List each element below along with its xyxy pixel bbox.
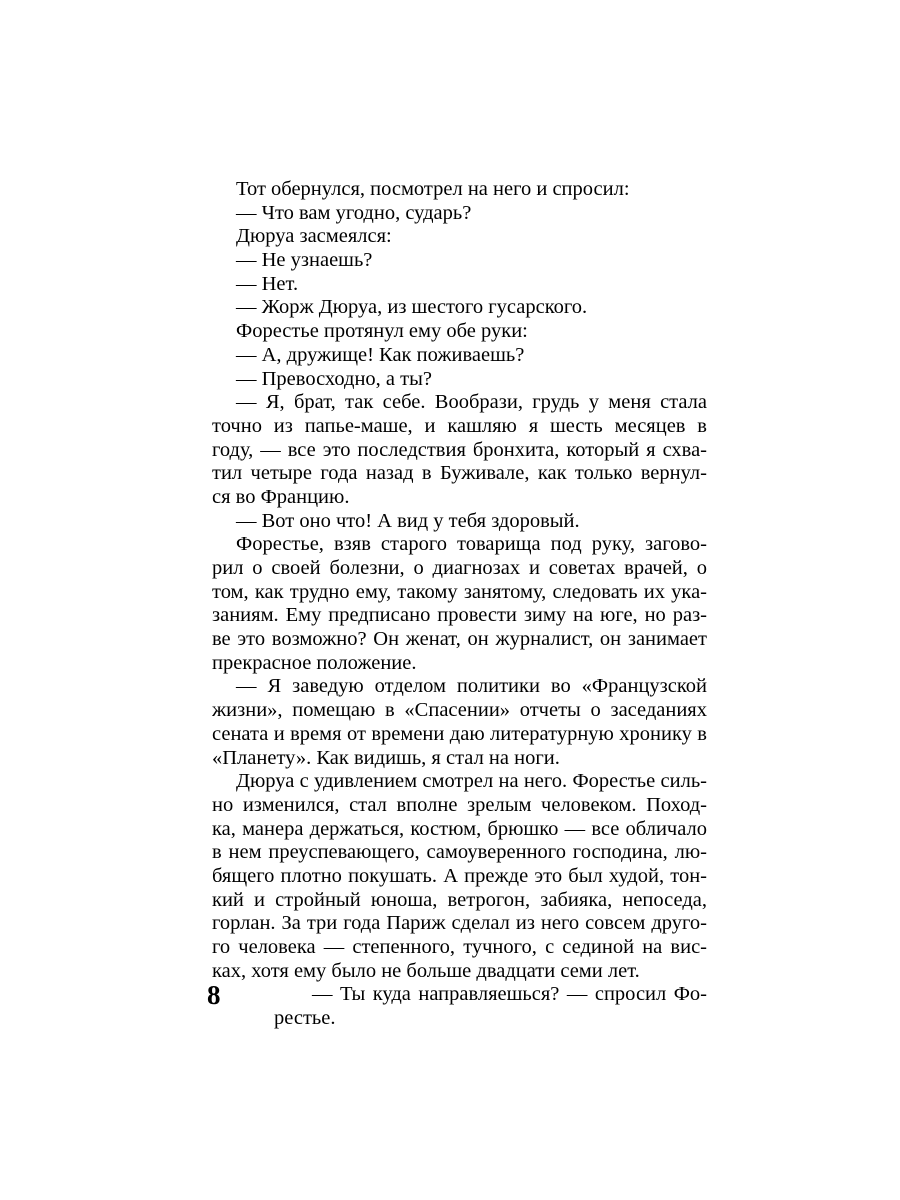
text-line: том, как трудно ему, такому занятому, следовать их ука- <box>212 580 707 603</box>
text-line: — Я заведую отделом политики во «Французской <box>236 675 707 698</box>
text-line: Форестье протянул ему обе руки: <box>236 320 528 343</box>
text-line: го человека — степенного, тучного, с сединой на вис- <box>212 936 707 958</box>
text-line: — Превосходно, а ты? <box>236 367 432 390</box>
text-line: — Я, брат, так себе. Вообрази, грудь у меня стала <box>236 391 707 414</box>
text-line: — Вот оно что! А вид у тебя здоровый. <box>236 509 580 532</box>
text-line: — Не узнаешь? <box>236 249 373 272</box>
body-text <box>212 178 707 1031</box>
text-line: ся во Францию. <box>212 485 350 508</box>
text-line: заниям. Ему предписано провести зиму на юге, но раз- <box>212 604 707 627</box>
text-line: ка, манера держаться, костюм, брюшко — все обличало <box>212 817 707 840</box>
text-line: кий и стройный юноша, ветрогон, забияка, непоседа, <box>212 888 707 911</box>
text-line: Тот обернулся, посмотрел на него и спросил: <box>236 178 630 200</box>
page-number: 8 <box>207 980 221 1010</box>
text-line: Форестье, взяв старого товарища под руку, загово- <box>236 533 707 556</box>
text-line: в нем преуспевающего, самоуверенного господина, лю- <box>212 841 707 864</box>
text-line: Дюруа засмеялся: <box>236 225 392 248</box>
text-line: Дюруа с удивлением смотрел на него. Форестье силь- <box>236 770 707 793</box>
text-line: точно из папье-маше, и кашляю я шесть месяцев в <box>212 414 707 437</box>
text-line: — Нет. <box>236 272 299 295</box>
text-line: ве это возможно? Он женат, он журналист, он занимает <box>212 628 707 651</box>
text-line: «Планету». Как видишь, я стал на ноги. <box>212 746 560 769</box>
text-line: — Жорж Дюруа, из шестого гусарского. <box>236 296 588 319</box>
text-line: но изменился, стал вполне зрелым человеком. Поход- <box>212 793 707 816</box>
text-line: — Что вам угодно, сударь? <box>236 201 472 224</box>
text-line: прекрасное положение. <box>212 651 417 674</box>
text-line: сената и время от времени даю литературную хронику в <box>212 722 707 745</box>
text-line: — Ты куда направляешься? — спросил Фо- <box>312 983 707 1006</box>
text-line: жизни», помещаю в «Спасении» отчеты о заседаниях <box>212 699 707 722</box>
text-line: году, — все это последствия бронхита, который я схва- <box>212 438 707 461</box>
text-line: рестье. <box>274 1007 336 1030</box>
text-line: ках, хотя ему было не больше двадцати семи лет. <box>212 959 640 982</box>
text-line: бящего плотно покушать. А прежде это был худой, тон- <box>212 864 707 887</box>
text-line: — А, дружище! Как поживаешь? <box>236 343 525 366</box>
text-line: рил о своей болезни, о диагнозах и советах врачей, о <box>212 557 707 579</box>
text-line: тил четыре года назад в Буживале, как только вернул- <box>212 462 707 485</box>
text-line: горлан. За три года Париж сделал из него совсем друго- <box>212 912 707 935</box>
